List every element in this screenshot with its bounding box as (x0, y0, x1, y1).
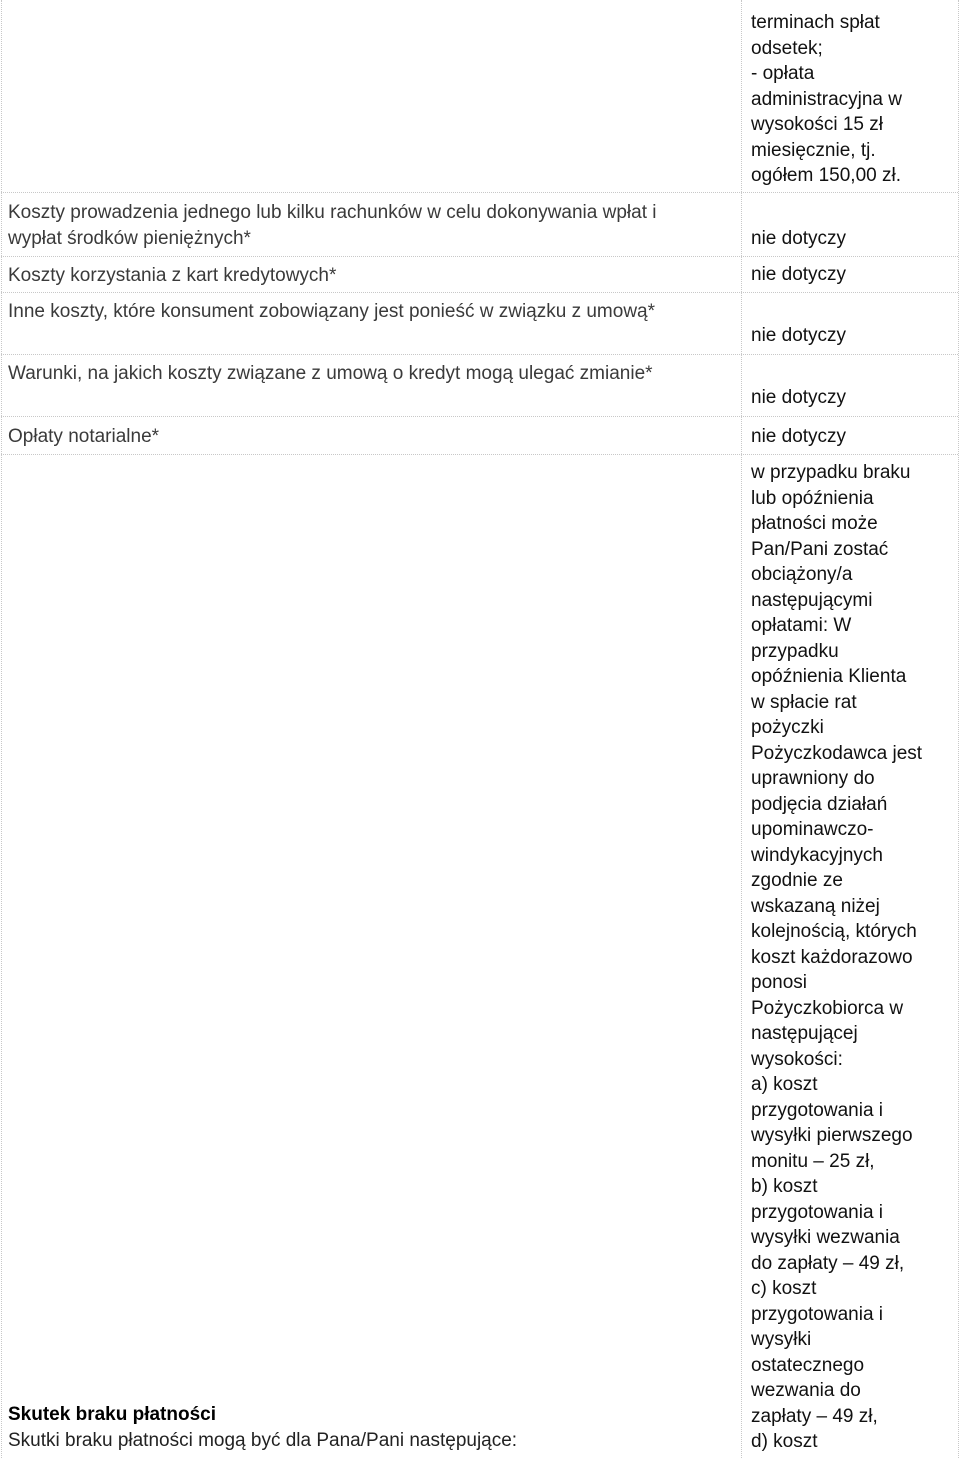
text-line: wysokości: (751, 1048, 843, 1070)
row-label-other-costs: Inne koszty, które konsument zobowiązany jest ponieść w związku z umową* (8, 301, 656, 322)
value-notarial-fees: nie dotyczy (751, 426, 847, 447)
value-accounts: nie dotyczy (751, 228, 847, 249)
text-line: windykacyjnych (751, 844, 883, 866)
row-label-notarial-fees: Opłaty notarialne* (8, 426, 160, 447)
text-line: lub opóźnienia (751, 487, 874, 509)
text-line: wezwania do (751, 1380, 861, 1401)
text-line: pożyczki (751, 717, 824, 738)
column-divider-left (1, 0, 2, 1458)
text-line: c) koszt (751, 1278, 817, 1299)
text-line: miesięcznie, tj. (751, 139, 876, 161)
text-line: płatności może (751, 513, 878, 534)
row-label-credit-cards: Koszty korzystania z kart kredytowych* (8, 265, 337, 286)
value-other-costs: nie dotyczy (751, 325, 847, 346)
row-divider (1, 192, 958, 193)
text-line: podjęcia działań (751, 793, 888, 815)
text-line: upominawczo- (751, 819, 874, 840)
admin-fee-text (751, 10, 956, 189)
text-line: następującej (751, 1023, 858, 1044)
section-heading: Skutek braku płatności (8, 1404, 217, 1425)
value-credit-cards: nie dotyczy (751, 264, 847, 285)
section-subheading: Skutki braku płatności mogą być dla Pana/Pani następujące: (8, 1430, 518, 1451)
text-line: b) koszt (751, 1176, 818, 1197)
text-line: w przypadku braku (751, 462, 911, 483)
column-divider-right (958, 0, 959, 1458)
text-line: Pan/Pani zostać (751, 538, 889, 560)
text-line: wysokości 15 zł (751, 114, 883, 135)
row-divider (1, 354, 958, 355)
text-line: przygotowania i (751, 1099, 884, 1121)
text-line: uprawniony do (751, 768, 875, 789)
text-line: wskazaną niżej (751, 895, 880, 917)
text-line: wysyłki wezwania (751, 1227, 900, 1248)
text-line: opłatami: W (751, 615, 852, 636)
text-line: opóźnienia Klienta (751, 666, 907, 687)
text-line: monitu – 25 zł, (751, 1150, 875, 1172)
row-divider (1, 292, 958, 293)
text-line: przypadku (751, 640, 839, 662)
text-line: wysyłki pierwszego (751, 1125, 913, 1146)
text-line: ponosi (751, 972, 807, 993)
text-line: kolejnością, których (751, 921, 917, 942)
text-line: ogółem 150,00 zł. (751, 165, 901, 186)
text-line: wysyłki (751, 1329, 812, 1350)
text-line: zgodnie ze (751, 870, 843, 891)
value-cost-change-conditions: nie dotyczy (751, 387, 847, 408)
text-line: administracyjna w (751, 88, 902, 110)
text-line: Pożyczkodawca jest (751, 742, 923, 764)
text-line: a) koszt (751, 1074, 818, 1095)
text-line: d) koszt (751, 1431, 818, 1452)
text-line: przygotowania i (751, 1201, 884, 1223)
text-line: do zapłaty – 49 zł, (751, 1252, 905, 1274)
text-line: Pożyczkobiorca w (751, 997, 904, 1019)
row-divider (1, 416, 958, 417)
row-divider (1, 454, 958, 455)
row-label-accounts: Koszty prowadzenia jednego lub kilku rachunków w celu dokonywania wpłat i wypłat środków pieniężnych* (8, 202, 657, 249)
row-label-cost-change-conditions: Warunki, na jakich koszty związane z umową o kredyt mogą ulegać zmianie* (8, 363, 653, 384)
late-payment-text (751, 460, 956, 1455)
text-line: obciążony/a (751, 564, 853, 585)
text-line: terminach spłat (751, 12, 880, 33)
text-line: zapłaty – 49 zł, (751, 1405, 878, 1427)
text-line: następującymi (751, 589, 873, 611)
text-line: - opłata (751, 63, 815, 84)
text-line: w spłacie rat (751, 691, 857, 713)
text-line: ostatecznego (751, 1354, 865, 1376)
text-line: przygotowania i (751, 1303, 884, 1325)
text-line: odsetek; (751, 37, 823, 59)
column-divider-middle (741, 0, 742, 1458)
row-divider (1, 256, 958, 257)
text-line: koszt każdorazowo (751, 946, 913, 968)
